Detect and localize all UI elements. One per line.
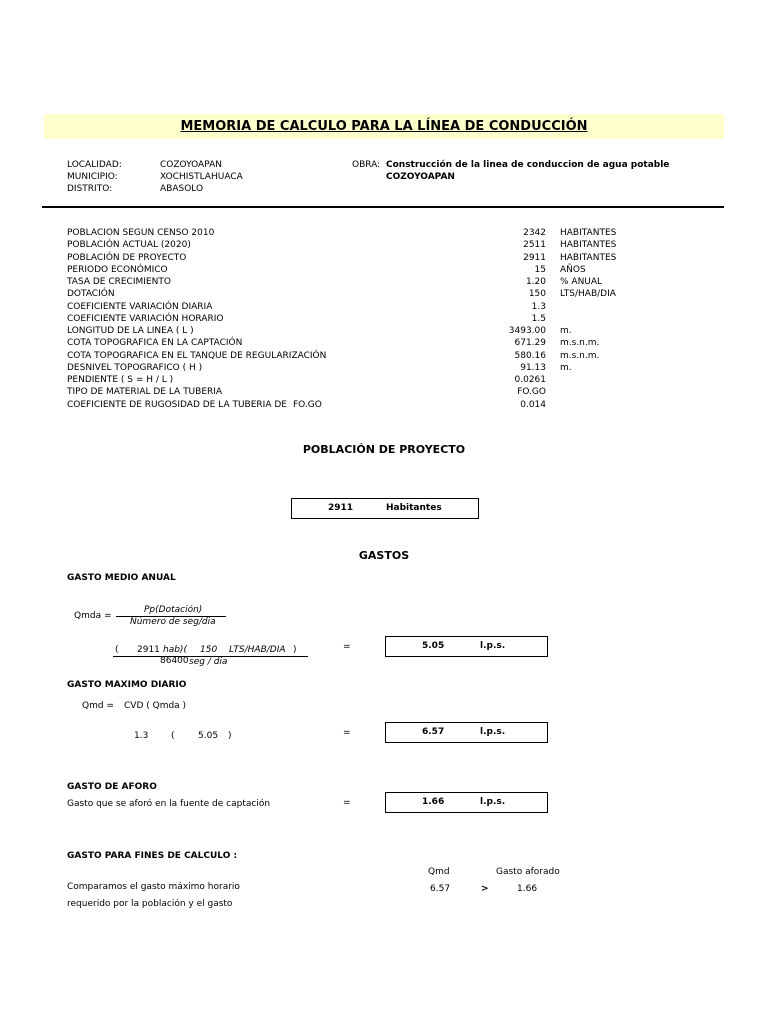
param-value: 15 (534, 265, 546, 275)
param-unit: LTS/HAB/DIA (560, 289, 616, 299)
param-label: COEFICIENTE VARIACIÓN DIARIA (67, 302, 213, 312)
param-label: COTA TOPOGRAFICA EN EL TANQUE DE REGULARIZACIÓN (67, 351, 327, 361)
param-value: 2342 (523, 228, 546, 238)
page-title: MEMORIA DE CALCULO PARA LA LÍNEA DE CONDUCCIÓN (180, 119, 588, 134)
qmd-result-box (385, 722, 548, 743)
gasto-maximo-heading: GASTO MAXIMO DIARIO (67, 680, 187, 690)
param-label: DESNIVEL TOPOGRAFICO ( H ) (67, 363, 203, 373)
municipio-label: MUNICIPIO: (67, 172, 118, 182)
param-unit: AÑOS (560, 265, 586, 275)
municipio-value: XOCHISTLAHUACA (160, 172, 243, 182)
param-value: FO.GO (517, 387, 546, 397)
param-unit: HABITANTES (560, 228, 617, 238)
qmd-coef: 1.3 (134, 731, 149, 741)
param-label: COTA TOPOGRAFICA EN LA CAPTACIÓN (67, 338, 243, 348)
param-label: TIPO DE MATERIAL DE LA TUBERIA (67, 387, 223, 397)
title-bar (44, 114, 724, 139)
aforo-result-box (385, 792, 548, 813)
qmd-result: 6.57 (422, 727, 445, 737)
qmda-result: 5.05 (422, 641, 445, 651)
calc-dotacion-unit: LTS/HAB/DIA (229, 645, 286, 655)
qmda-result-box (385, 636, 548, 657)
qmda-denominator: Número de seg/dia (130, 617, 216, 627)
param-unit: HABITANTES (560, 240, 617, 250)
param-label: POBLACION SEGUN CENSO 2010 (67, 228, 215, 238)
param-value: 1.5 (531, 314, 546, 324)
qmda-result-unit: l.p.s. (480, 641, 506, 651)
qmda-numerator: Pp(Dotación) (144, 605, 203, 615)
param-label: POBLACIÓN ACTUAL (2020) (67, 240, 191, 250)
qmd-formula: CVD ( Qmda ) (124, 701, 187, 711)
gastos-heading: GASTOS (358, 549, 410, 562)
calc-dotacion: 150 (200, 645, 218, 655)
qmd-qmda: 5.05 (198, 731, 219, 741)
param-label: POBLACIÓN DE PROYECTO (67, 253, 187, 263)
fines-col-aforado: Gasto aforado (496, 867, 560, 877)
fines-aforado-value: 1.66 (517, 884, 538, 894)
param-value: 0.014 (520, 400, 546, 410)
calc-close-paren: ) (293, 645, 297, 655)
param-label: PERIODO ECONÓMICO (67, 265, 168, 275)
poblacion-heading: POBLACIÓN DE PROYECTO (302, 443, 466, 456)
calc-open-paren: ( (115, 645, 119, 655)
param-unit: % ANUAL (560, 277, 603, 287)
gasto-medio-heading: GASTO MEDIO ANUAL (67, 573, 176, 583)
distrito-label: DISTRITO: (67, 184, 113, 194)
divider (42, 206, 724, 208)
param-label: PENDIENTE ( S = H / L ) (67, 375, 174, 385)
calc-population: 2911 (137, 645, 160, 655)
fines-heading: GASTO PARA FINES DE CALCULO : (67, 851, 238, 861)
fines-col-qmd: Qmd (428, 867, 450, 877)
param-value: 1.20 (525, 277, 546, 287)
poblacion-box (291, 498, 479, 519)
param-unit: HABITANTES (560, 253, 617, 263)
param-label: TASA DE CRECIMIENTO (67, 277, 171, 287)
param-unit: m. (560, 326, 572, 336)
param-value: 150 (528, 289, 546, 299)
qmda-equals: = (343, 642, 351, 652)
localidad-value: COZOYOAPAN (160, 160, 222, 170)
obra-label: OBRA: (352, 160, 381, 170)
fines-qmd-value: 6.57 (430, 884, 451, 894)
fines-text-line2: requerido por la población y el gasto (67, 899, 233, 909)
param-value: 91.13 (520, 363, 546, 373)
param-label: COEFICIENTE DE RUGOSIDAD DE LA TUBERIA DE (67, 400, 287, 410)
param-value: 2511 (523, 240, 546, 250)
qmd-result-unit: l.p.s. (480, 727, 506, 737)
calc-hab: hab)( (163, 645, 187, 655)
qmd-lhs: Qmd = (82, 701, 114, 711)
param-value: 671.29 (514, 338, 546, 348)
gasto-aforo-desc: Gasto que se aforó en la fuente de captación (67, 799, 271, 809)
param-value: 3493.00 (508, 326, 546, 336)
param-label: COEFICIENTE VARIACIÓN HORARIO (67, 314, 224, 324)
param-unit: m. (560, 363, 572, 373)
param-extra: FO.GO (293, 400, 322, 410)
qmd-close-paren: ) (228, 731, 232, 741)
poblacion-value: 2911 (328, 503, 354, 513)
obra-line1: Construcción de la linea de conduccion de agua potable (386, 160, 670, 170)
param-label: DOTACIÓN (67, 289, 115, 299)
gasto-aforo-heading: GASTO DE AFORO (67, 782, 157, 792)
aforo-equals: = (343, 798, 351, 808)
qmd-equals: = (343, 728, 351, 738)
param-label: LONGITUD DE LA LINEA ( L ) (67, 326, 194, 336)
poblacion-unit: Habitantes (386, 503, 442, 513)
qmd-open-paren: ( (171, 731, 175, 741)
param-value: 1.3 (531, 302, 546, 312)
distrito-value: ABASOLO (160, 184, 204, 194)
fines-text-line1: Comparamos el gasto máximo horario (67, 882, 240, 892)
calc-seconds: 86400 (160, 656, 189, 666)
param-value: 2911 (523, 253, 546, 263)
aforo-result: 1.66 (422, 797, 445, 807)
param-value: 0.0261 (514, 375, 546, 385)
localidad-label: LOCALIDAD: (67, 160, 122, 170)
param-value: 580.16 (514, 351, 546, 361)
param-unit: m.s.n.m. (560, 338, 600, 348)
obra-line2: COZOYOAPAN (386, 172, 455, 182)
qmda-lhs: Qmda = (74, 611, 112, 621)
fines-comparison: > (481, 884, 489, 894)
calc-seconds-unit: seg / dia (189, 657, 228, 667)
aforo-result-unit: l.p.s. (480, 797, 506, 807)
param-unit: m.s.n.m. (560, 351, 600, 361)
